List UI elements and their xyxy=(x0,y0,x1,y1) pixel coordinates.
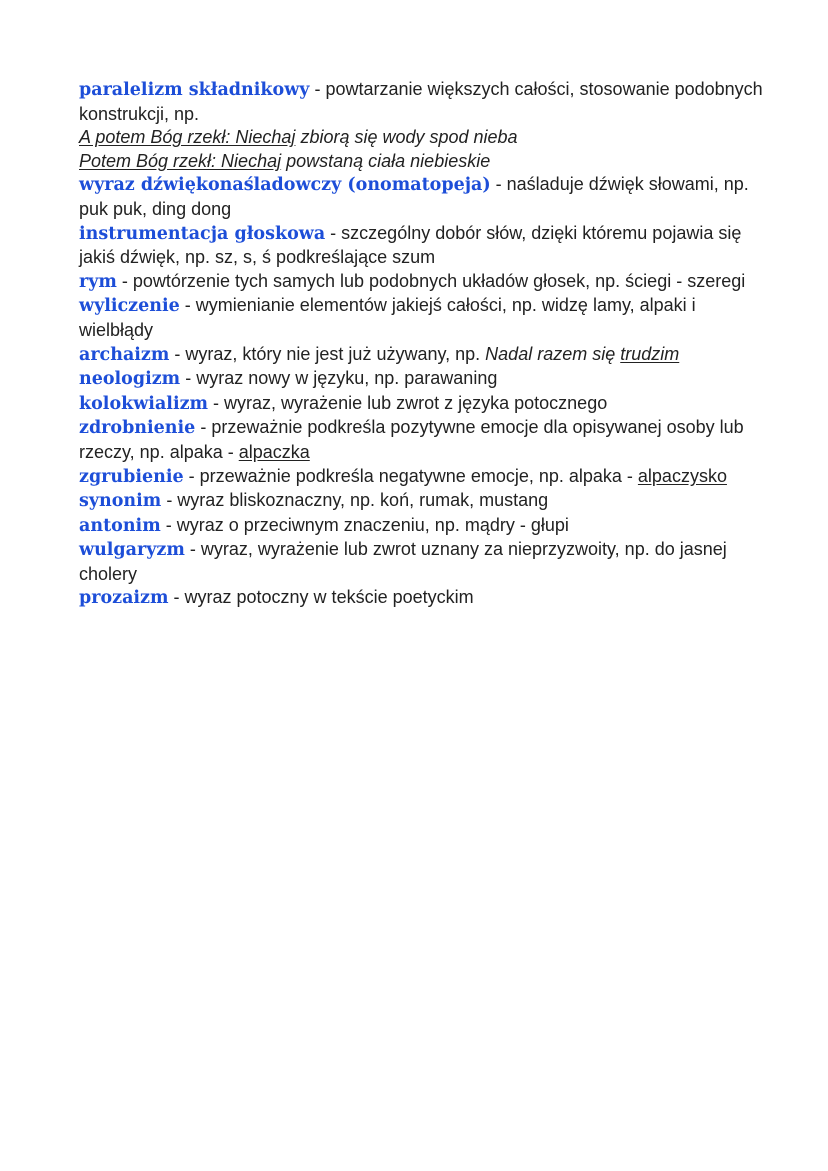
glossary-document xyxy=(79,78,769,611)
example-italic-underlined: trudzim xyxy=(620,343,680,364)
definition: - szczególny dobór słów, dzięki któremu pojawia się jakiś dźwięk, np. sz, s, ś podkreślające szum xyxy=(79,222,742,268)
term: antonim xyxy=(79,515,161,536)
entry-wulgaryzm xyxy=(79,538,769,586)
definition: - naśladuje dźwięk słowami, np. puk puk, ding dong xyxy=(79,174,749,219)
term: wyraz dźwiękonaśladowczy (onomatopeja) xyxy=(79,175,491,196)
term: synonim xyxy=(79,491,162,512)
definition: - powtarzanie większych całości, stosowanie podobnych konstrukcji, np. xyxy=(79,79,763,124)
entry-prozaizm xyxy=(79,586,769,611)
definition: - wyraz bliskoznaczny, np. koń, rumak, mustang xyxy=(161,490,549,511)
term: paralelizm składnikowy xyxy=(79,80,310,100)
entry-rym xyxy=(79,270,769,295)
term: neologizm xyxy=(79,369,181,390)
example-rest: powstaną ciała niebieskie xyxy=(281,150,491,171)
entry-archaizm xyxy=(79,343,769,368)
term: archaizm xyxy=(79,344,170,365)
term: wulgaryzm xyxy=(79,540,185,561)
example-underlined: alpaczysko xyxy=(637,465,727,486)
definition: - wyraz potoczny w tekście poetyckim xyxy=(168,587,474,608)
term: instrumentacja głoskowa xyxy=(79,223,326,244)
term: zgrubienie xyxy=(79,466,184,487)
definition: - powtórzenie tych samych lub podobnych układów głosek, np. ściegi - szeregi xyxy=(116,270,746,291)
example-underlined: Potem Bóg rzekł: Niechaj xyxy=(79,150,282,171)
entry-antonim xyxy=(79,514,769,539)
example-underlined: alpaczka xyxy=(238,441,310,462)
definition: - przeważnie podkreśla negatywne emocje, np. alpaka - xyxy=(183,465,638,486)
entry-kolokwializm xyxy=(79,392,769,417)
entry-zdrobnienie xyxy=(79,416,769,464)
example-italic: Nadal razem się xyxy=(485,343,621,364)
example-rest: zbiorą się wody spod nieba xyxy=(295,127,518,148)
term: rym xyxy=(79,271,117,292)
entry-synonim xyxy=(79,489,769,514)
entry-paralelizm xyxy=(79,78,769,173)
term: zdrobnienie xyxy=(79,418,196,439)
definition: - wyraz, wyrażenie lub zwrot uznany za nieprzyzwoity, np. do jasnej cholery xyxy=(79,539,727,584)
definition: - przeważnie podkreśla pozytywne emocje dla opisywanej osoby lub rzeczy, np. alpaka - xyxy=(79,417,744,462)
definition: - wyraz o przeciwnym znaczeniu, np. mądry - głupi xyxy=(160,514,569,535)
definition: - wyraz, który nie jest już używany, np. xyxy=(169,343,486,364)
entry-wyliczenie xyxy=(79,294,769,342)
entry-onomatopeja xyxy=(79,173,769,221)
example-underlined: A potem Bóg rzekł: Niechaj xyxy=(79,127,296,148)
term: kolokwializm xyxy=(79,393,209,414)
term: wyliczenie xyxy=(79,296,180,317)
entry-neologizm xyxy=(79,367,769,392)
definition: - wymienianie elementów jakiejś całości, np. widzę lamy, alpaki i wielbłądy xyxy=(79,295,696,340)
definition: - wyraz nowy w języku, np. parawaning xyxy=(180,368,498,389)
term: prozaizm xyxy=(79,588,169,609)
definition: - wyraz, wyrażenie lub zwrot z języka potocznego xyxy=(208,392,608,413)
entry-instrumentacja xyxy=(79,222,769,270)
entry-zgrubienie xyxy=(79,465,769,490)
